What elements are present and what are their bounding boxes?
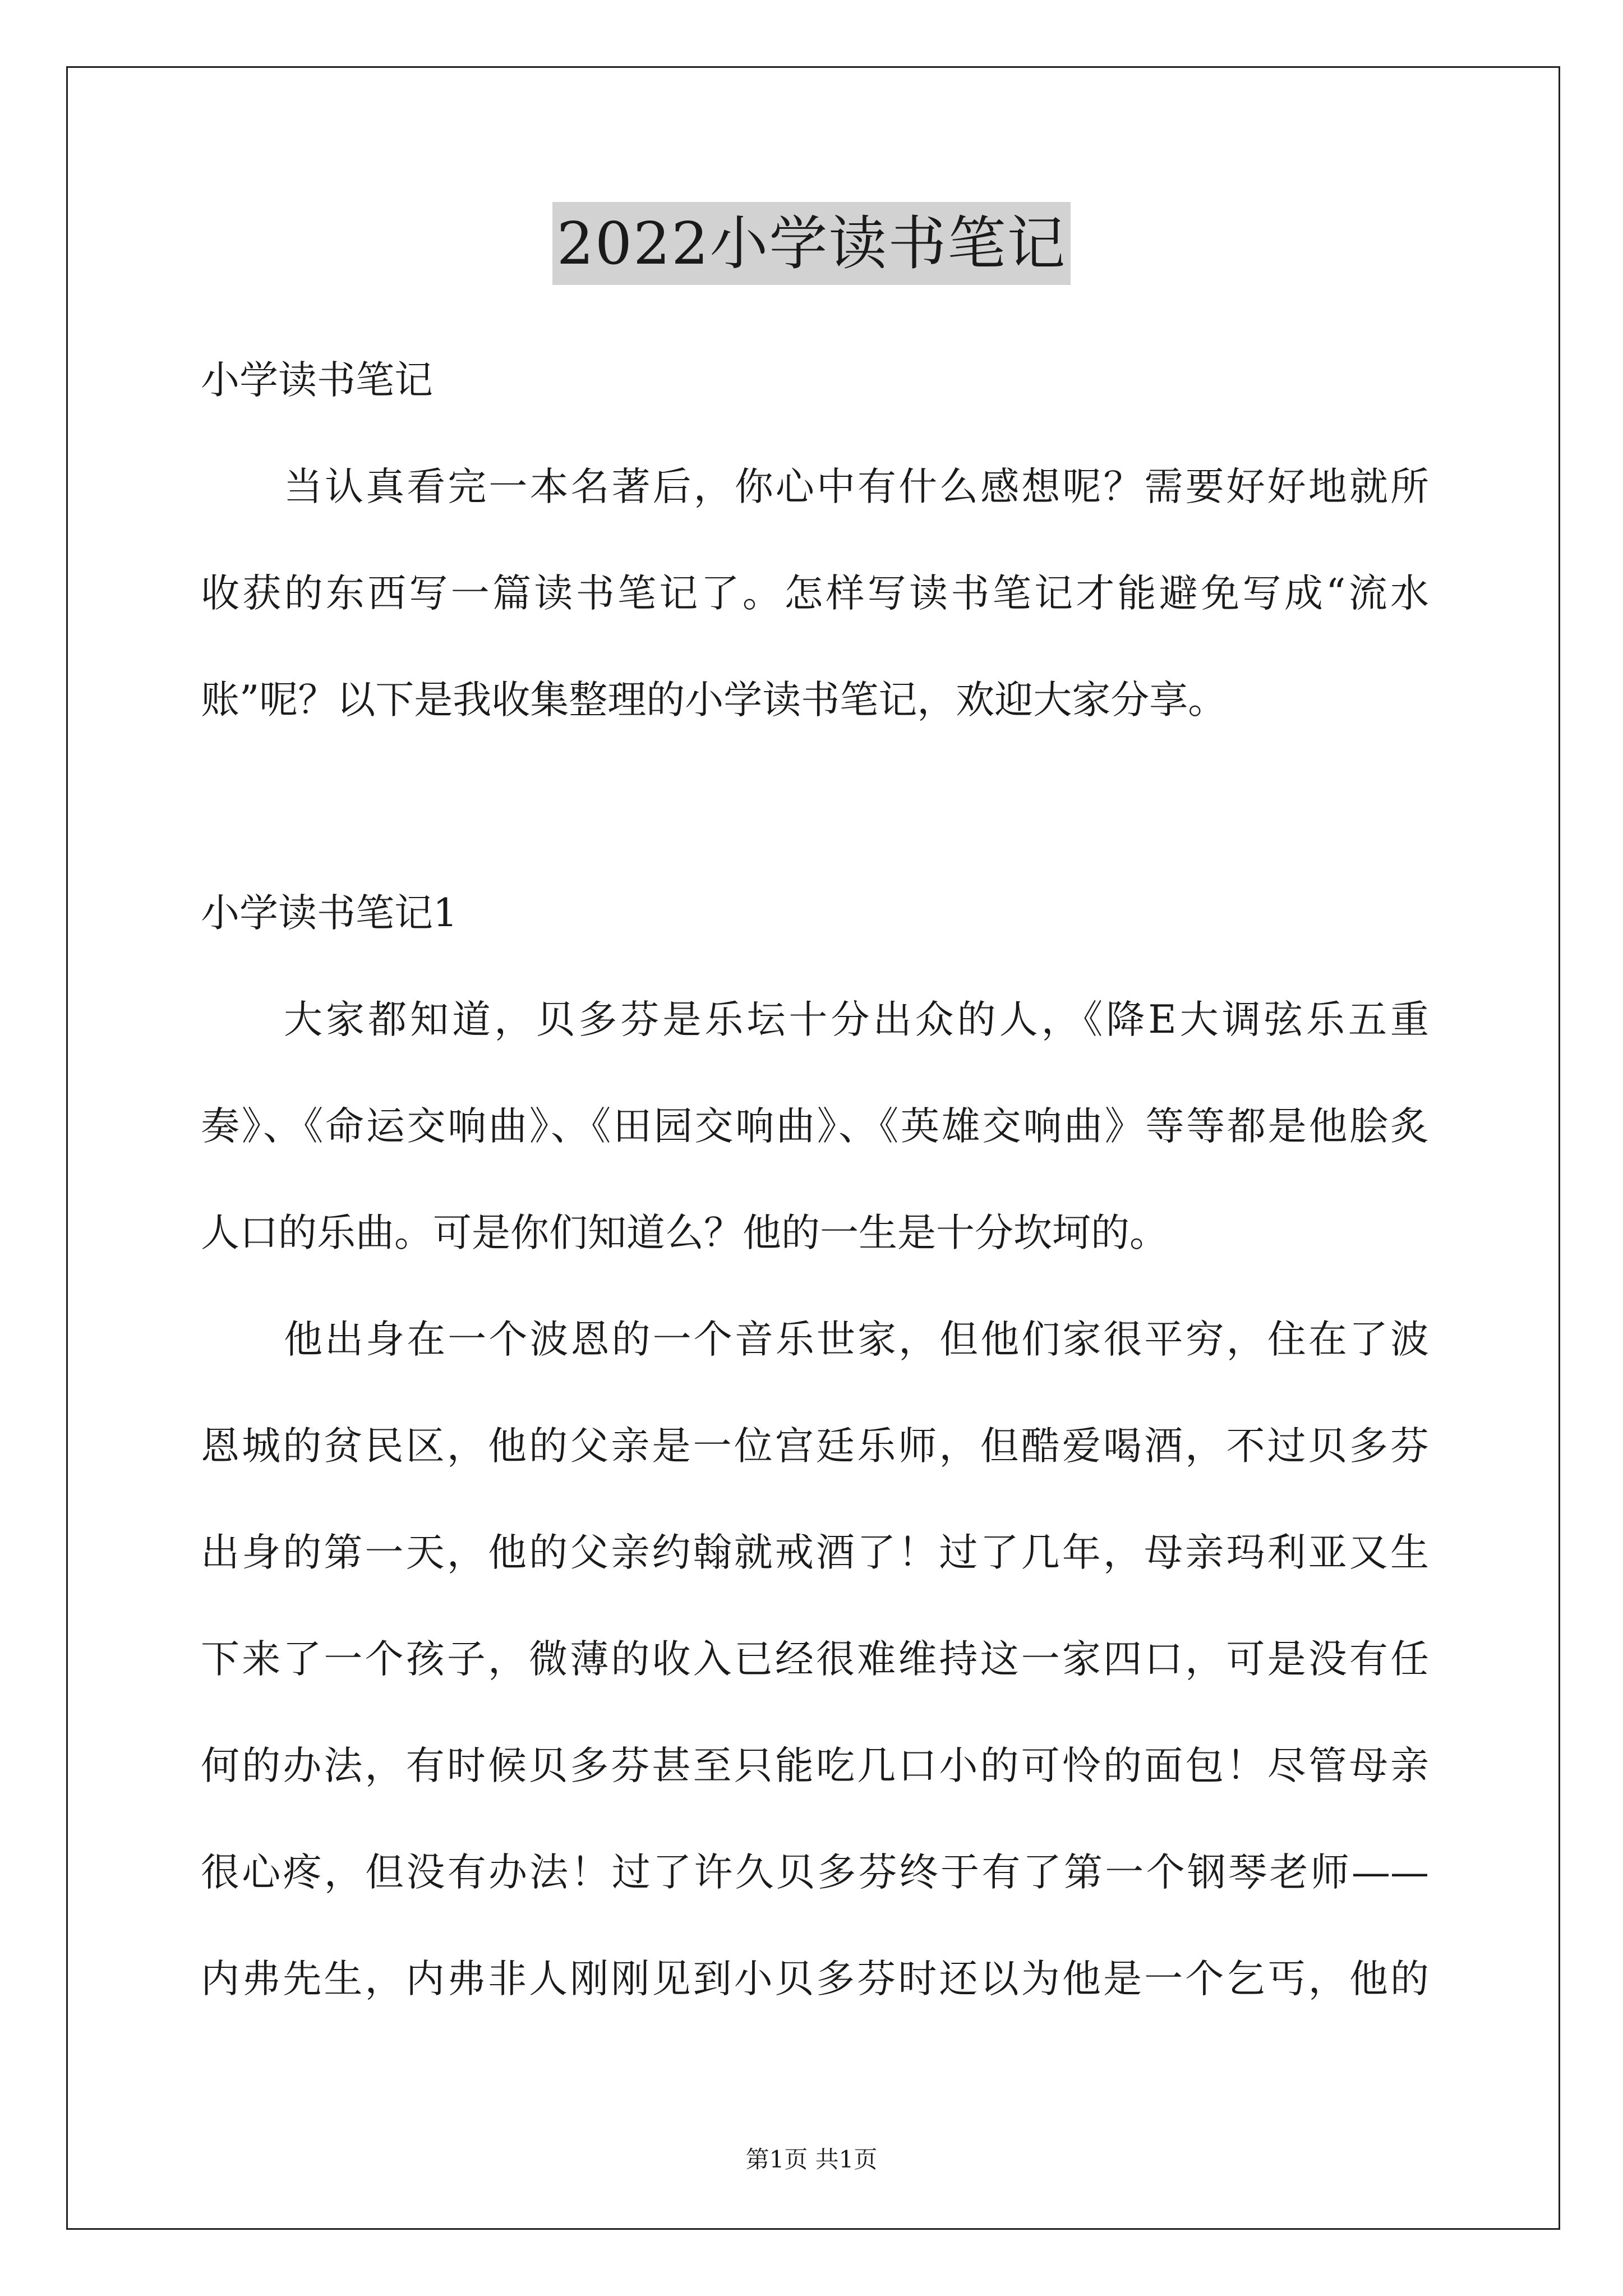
paragraph-line: 何的办法，有时候贝多芬甚至只能吃几口小的可怜的面包！尽管母亲 (201, 1743, 1429, 1788)
paragraph-line: 奏》、《命运交响曲》、《田园交响曲》、《英雄交响曲》等等都是他脍炙 (201, 1104, 1429, 1149)
document-title: 2022小学读书笔记 (552, 202, 1071, 285)
intro-line: 账”呢？以下是我收集整理的小学读书笔记，欢迎大家分享。 (201, 678, 1227, 723)
document-body (201, 347, 1429, 2052)
intro-line: 当认真看完一本名著后，你心中有什么感想呢？需要好好地就所 (284, 464, 1429, 509)
paragraph-line: 很心疼，但没有办法！过了许久贝多芬终于有了第一个钢琴老师—— (201, 1850, 1429, 1895)
page-footer: 第1页 共1页 (745, 2146, 878, 2173)
section-heading: 小学读书笔记1 (201, 891, 458, 936)
paragraph-line: 恩城的贫民区，他的父亲是一位宫廷乐师，但酷爱喝酒，不过贝多芬 (201, 1424, 1429, 1469)
subtitle: 小学读书笔记 (201, 358, 433, 403)
paragraph-line: 他出身在一个波恩的一个音乐世家，但他们家很平穷，住在了波 (284, 1317, 1429, 1362)
paragraph-line: 下来了一个孩子，微薄的收入已经很难维持这一家四口，可是没有任 (201, 1637, 1429, 1682)
paragraph-line: 人口的乐曲。可是你们知道么？他的一生是十分坎坷的。 (201, 1211, 1168, 1255)
paragraph-line: 出身的第一天，他的父亲约翰就戒酒了！过了几年，母亲玛利亚又生 (201, 1530, 1429, 1575)
title-container (0, 202, 1623, 285)
paragraph-line: 内弗先生，内弗非人刚刚见到小贝多芬时还以为他是一个乞丐，他的 (201, 1957, 1429, 2001)
paragraph-spacer (201, 773, 1429, 880)
intro-line: 收获的东西写一篇读书笔记了。怎样写读书笔记才能避免写成“流水 (201, 571, 1429, 616)
paragraph-line: 大家都知道，贝多芬是乐坛十分出众的人，《降E大调弦乐五重 (284, 997, 1429, 1042)
